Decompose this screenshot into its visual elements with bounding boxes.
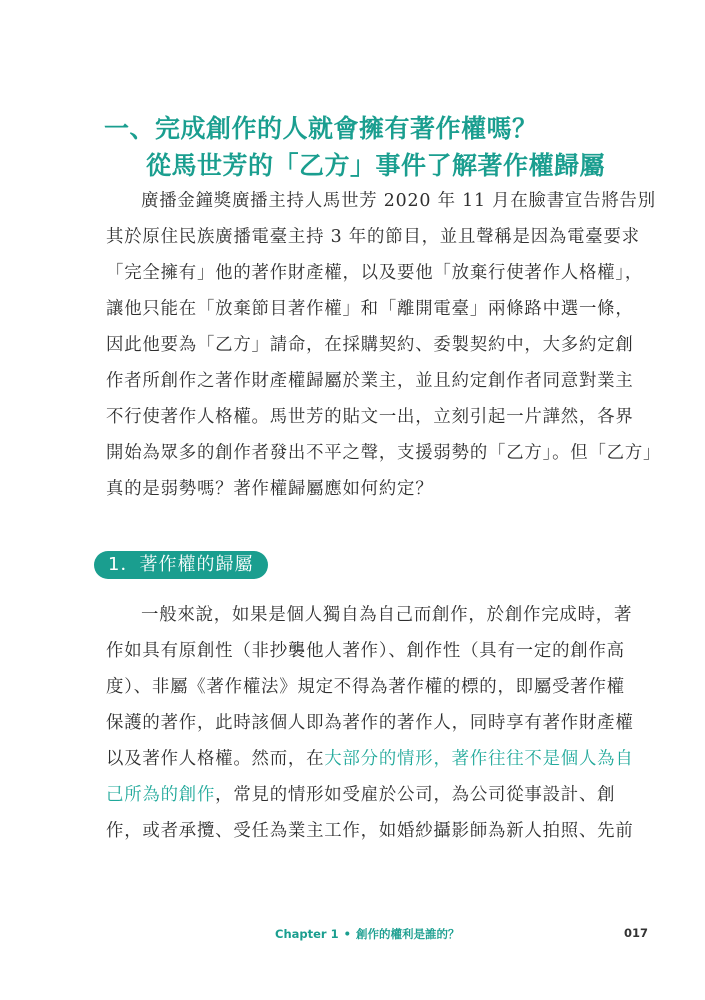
text-line: 作，或者承攬、受任為業主工作，如婚紗攝影師為新人拍照、先前 [106,821,634,841]
text-line: 不行使著作人格權。馬世芳的貼文一出，立刻引起一片譁然，各界 [106,407,634,427]
page-number: 017 [624,926,649,940]
text-line: 保護的著作，此時該個人即為著作的著作人，同時享有著作財產權 [106,713,634,733]
running-footer-chapter [275,926,459,942]
chapter-heading [104,110,664,184]
text-line: 廣播金鐘獎廣播主持人馬世芳 2020 年 11 月在臉書宣告將告別 [141,191,656,211]
text-line: 真的是弱勢嗎？著作權歸屬應如何約定？ [106,479,434,499]
chapter-label: Chapter 1 [275,927,339,941]
text-line: 一般來說，如果是個人獨自為自己而創作，於創作完成時，著 [141,605,633,625]
text-line [106,741,634,777]
text-line: 開始為眾多的創作者發出不平之聲，支援弱勢的「乙方」。但「乙方」 [106,443,662,463]
heading-line-2: 從馬世芳的「乙方」事件了解著作權歸屬 [146,151,606,180]
text-line: 作如具有原創性（非抄襲他人著作）、創作性（具有一定的創作高 [106,641,625,661]
text-line: 「完全擁有」他的著作財產權，以及要他「放棄行使著作人格權」， [106,263,644,283]
text-line [106,777,626,813]
text-line: 作者所創作之著作財產權歸屬於業主，並且約定創作者同意對業主 [106,371,634,391]
text-line: 其於原住民族廣播電臺主持 3 年的節目，並且聲稱是因為電臺要求 [106,227,640,247]
text-line: 讓他只能在「放棄節目著作權」和「離開電臺」兩條路中選一條， [106,299,634,319]
text-line: 因此他要為「乙方」請命，在採購契約、委製契約中，大多約定創 [106,335,634,355]
bullet-separator-icon: • [343,927,351,941]
highlighted-text: 大部分的情形，著作往往不是個人為自 [324,749,634,769]
page-footer [0,926,705,946]
text-segment: 以及著作人格權。然而，在 [106,749,325,769]
intro-paragraph [106,183,662,507]
text-line: 度）、非屬《著作權法》規定不得為著作權的標的，即屬受著作權 [106,677,625,697]
highlighted-text: 己所為的創作 [106,785,216,805]
heading-line-1: 一、完成創作的人就會擁有著作權嗎？ [104,114,538,143]
chapter-title: 創作的權利是誰的？ [355,927,460,941]
section-heading-badge: 1．著作權的歸屬 [94,551,268,579]
ownership-paragraph [106,597,634,849]
text-segment: ，常見的情形如受雇於公司，為公司從事設計、創 [215,785,616,805]
